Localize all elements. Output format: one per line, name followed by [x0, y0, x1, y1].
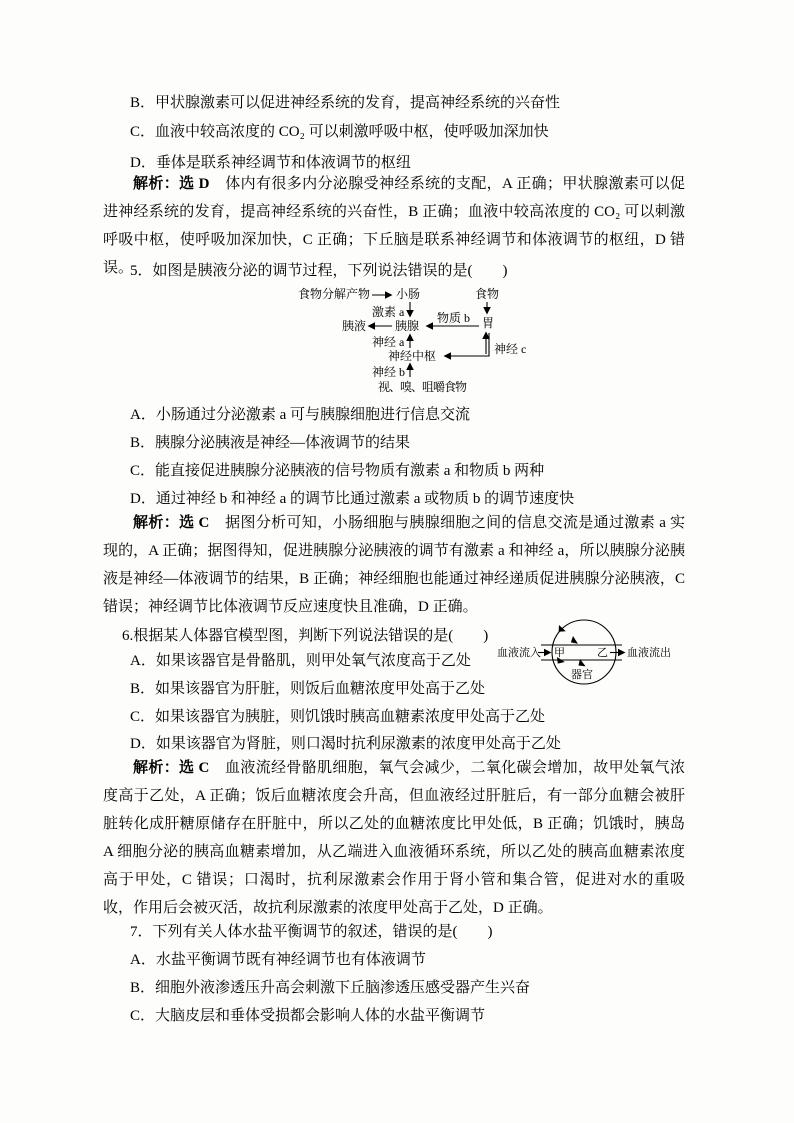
q4-option-b: B．甲状腺激素可以促进神经系统的发育，提高神经系统的兴奋性 — [130, 95, 561, 111]
q6-analysis — [103, 754, 685, 922]
q6-option-d: D．如果该器官为肾脏，则口渴时抗利尿激素的浓度甲处高于乙处 — [130, 736, 561, 752]
analysis-text: 血液流经骨骼肌细胞，氧气会减少，二氧化碳会增加，故甲处氧气浓度高于乙处，A 正确；饭后血糖浓度会升高，但血液经过肝脏后，有一部分血糖会被肝脏转化成肝糖原储存在肝脏中，所以乙处的血糖浓度比甲处低，B 正确；饥饿时，胰岛 A 细胞分泌的胰高血糖素增加，从乙端进入血液循环系统，所以乙处的胰高血糖素浓度高于甲处，C 错误；口渴时，抗利尿激素会作用于肾小管和集合管，促进对水的重吸收，作用后会被灭活，故抗利尿激素的浓度甲处高于乙处，D 正确。 — [103, 760, 685, 916]
node-pancreas: 胰腺 — [395, 319, 420, 333]
q6-option-c: C．如果该器官为胰脏，则饥饿时胰高血糖素浓度甲处高于乙处 — [130, 709, 546, 725]
node-stimuli: 视、嗅、咀嚼食物 — [378, 380, 467, 394]
analysis-text: 据图分析可知，小肠细胞与胰腺细胞之间的信息交流是通过激素 a 实现的，A 正确；据图得知，促进胰腺分泌胰液的调节有激素 a 和神经 a，所以胰腺分泌胰液是神经—体液调节的结果，B 正确；神经细胞也能通过神经递质促进胰腺分泌胰液，C 错误；神经调节比体液调节反应速度快且准确，D 正确。 — [103, 515, 685, 615]
q6-stem: 6.根据某人体器官模型图，判断下列说法错误的是( ) — [122, 628, 489, 644]
node-stomach: 胃 — [482, 316, 495, 330]
q5-analysis — [103, 509, 685, 621]
edge-nerve-c: 神经 c — [494, 342, 527, 356]
q5-option-c: C．能直接促进胰腺分泌胰液的信号物质有激素 a 和物质 b 两种 — [130, 463, 545, 479]
label-organ: 器官 — [571, 669, 593, 681]
q4-option-c: C．血液中较高浓度的 CO₂ 可以刺激呼吸中枢，使呼吸加深加快 — [130, 124, 549, 140]
analysis-label: 解析： — [133, 515, 180, 531]
pancreatic-secretion-diagram — [288, 284, 538, 400]
q7-option-b: B．细胞外液渗透压升高会刺激下丘脑渗透压感受器产生兴奋 — [130, 980, 531, 996]
node-food: 食物 — [475, 287, 500, 301]
label-blood-out: 血液流出 — [627, 647, 671, 659]
node-food-products: 食物分解产物 — [298, 287, 371, 301]
q7-option-a: A．水盐平衡调节既有神经调节也有体液调节 — [130, 952, 426, 968]
analysis-label: 解析： — [133, 176, 180, 192]
analysis-answer: 选 D — [179, 176, 210, 192]
label-blood-in: 血液流入 — [497, 647, 541, 659]
q5-stem: 5．如图是胰液分泌的调节过程，下列说法错误的是( ) — [130, 263, 508, 279]
edge-hormone-a: 激素 a — [372, 305, 405, 319]
node-pancreatic-juice: 胰液 — [342, 319, 367, 333]
analysis-text: 体内有很多内分泌腺受神经系统的支配，A 正确；甲状腺激素可以促进神经系统的发育，提高神经系统的兴奋性，B 正确；血液中较高浓度的 CO₂ 可以刺激呼吸中枢，使呼吸加深加快，C 正确；下丘脑是联系神经调节和体液调节的枢纽，D 错误。 — [103, 176, 685, 276]
q7-option-c: C．大脑皮层和垂体受损都会影响人体的水盐平衡调节 — [130, 1008, 486, 1024]
q4-option-d: D．垂体是联系神经调节和体液调节的枢纽 — [130, 155, 411, 171]
node-nerve-center: 神经中枢 — [388, 349, 437, 363]
label-site-jia: 甲 — [554, 647, 565, 659]
q5-option-b: B．胰腺分泌胰液是神经—体液调节的结果 — [130, 435, 411, 451]
edge-nerve-b: 神经 b — [372, 365, 406, 379]
edge-substance-b: 物质 b — [437, 311, 471, 325]
node-small-intestine: 小肠 — [396, 287, 421, 301]
q6-option-b: B．如果该器官为肝脏，则饭后血糖浓度甲处高于乙处 — [130, 681, 486, 697]
analysis-label: 解析： — [133, 760, 180, 776]
analysis-answer: 选 C — [179, 760, 210, 776]
q7-stem: 7．下列有关人体水盐平衡调节的叙述，错误的是( ) — [130, 924, 493, 940]
edge-nerve-a: 神经 a — [372, 335, 405, 349]
q5-option-d: D．通过神经 b 和神经 a 的调节比通过激素 a 或物质 b 的调节速度快 — [130, 491, 575, 507]
q6-option-a: A．如果该器官是骨骼肌，则甲处氧气浓度高于乙处 — [130, 653, 471, 669]
analysis-answer: 选 C — [179, 515, 210, 531]
q5-option-a: A．小肠通过分泌激素 a 可与胰腺细胞进行信息交流 — [130, 407, 470, 423]
label-site-yi: 乙 — [597, 647, 608, 659]
